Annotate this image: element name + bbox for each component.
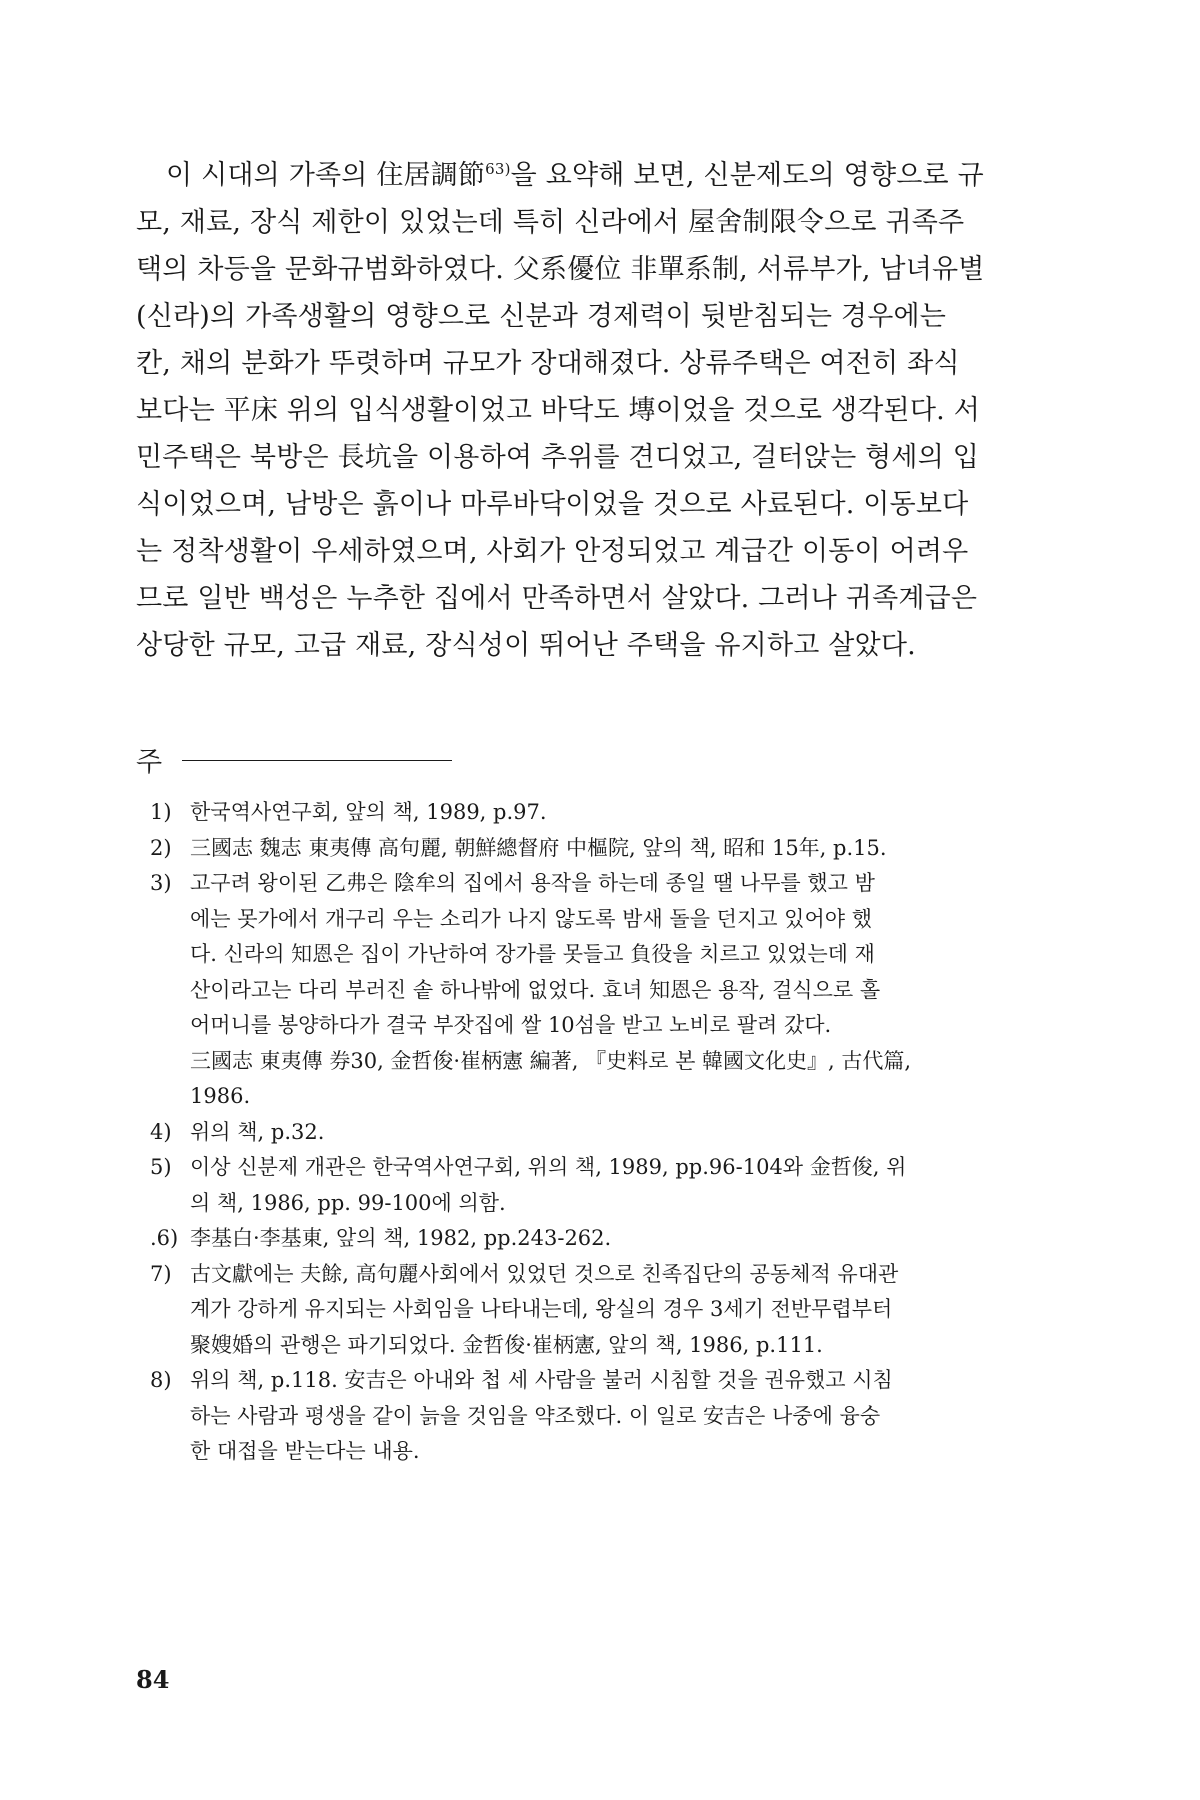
footnote-line: 의 책, 1986, pp. 99-100에 의함. <box>190 1190 506 1215</box>
footnote-line: 산이라고는 다리 부러진 솥 하나밖에 없었다. 효녀 知恩은 용작, 걸식으로 홀 <box>190 977 881 1002</box>
footnote-number: .6) <box>150 1226 179 1250</box>
footnote-number: 3) <box>150 871 172 895</box>
footnote-line: 한 대접을 받는다는 내용. <box>190 1439 420 1463</box>
body-paragraph <box>136 152 1042 669</box>
body-line: 보다는 平床 위의 입식생활이었고 바닥도 塼이었을 것으로 생각된다. 서 <box>136 395 980 426</box>
body-line: 칸, 채의 분화가 뚜렷하며 규모가 장대해졌다. 상류주택은 여전히 좌식 <box>136 348 960 379</box>
footnote-line: 계가 강하게 유지되는 사회임을 나타내는데, 왕실의 경우 3세기 전반무렵부터 <box>190 1297 893 1321</box>
body-line: 민주택은 북방은 長坑을 이용하여 추위를 견디었고, 걸터앉는 형세의 입 <box>136 442 980 473</box>
footnote-line: 三國志 東夷傳 券30, 金哲俊·崔柄憲 編著, 『史料로 본 韓國文化史』, 古代篇, <box>190 1048 912 1073</box>
footnote-line: 하는 사람과 평생을 같이 늙을 것임을 약조했다. 이 일로 安吉은 나중에 융숭 <box>190 1403 881 1428</box>
footnote-item <box>150 831 1042 867</box>
body-line: 는 정착생활이 우세하였으며, 사회가 안정되었고 계급간 이동이 어려우 <box>136 536 969 567</box>
body-line: 모, 재료, 장식 제한이 있었는데 특히 신라에서 屋舍制限令으로 귀족주 <box>136 207 965 238</box>
footnote-item <box>150 795 1042 831</box>
footnote-item <box>150 1257 1042 1364</box>
footnote-line: 李基白·李基東, 앞의 책, 1982, pp.243-262. <box>190 1226 612 1250</box>
body-line: 식이었으며, 남방은 흙이나 마루바닥이었을 것으로 사료된다. 이동보다 <box>136 489 969 520</box>
footnote-item <box>150 866 1042 1115</box>
footnote-line: 이상 신분제 개관은 한국역사연구회, 위의 책, 1989, pp.96-104와 金哲俊, 위 <box>190 1155 907 1179</box>
footnote-line: 古文獻에는 夫餘, 高句麗사회에서 있었던 것으로 친족집단의 공동체적 유대관 <box>190 1261 899 1286</box>
body-line: 택의 차등을 문화규범화하였다. 父系優位 非單系制, 서류부가, 남녀유별 <box>136 254 985 285</box>
footnote-item <box>150 1150 1042 1221</box>
footnote-line: 에는 못가에서 개구리 우는 소리가 나지 않도록 밤새 돌을 던지고 있어야 했 <box>190 906 873 931</box>
footnotes-list <box>150 795 1042 1470</box>
body-line: 이 시대의 가족의 住居調節$^{63)}$을 요약해 보면, 신분제도의 영향으로 규 <box>166 160 984 191</box>
footnote-item <box>150 1221 1042 1257</box>
notes-heading: 주 <box>136 740 452 779</box>
footnote-number: 2) <box>150 835 172 860</box>
footnote-line: 위의 책, p.32. <box>190 1119 325 1144</box>
footnote-line: 다. 신라의 知恩은 집이 가난하여 장가를 못들고 負役을 치르고 있었는데 재 <box>190 942 875 966</box>
footnote-ref: 63) <box>485 160 511 178</box>
footnote-number: 4) <box>150 1119 172 1144</box>
footnote-number: 8) <box>150 1368 172 1392</box>
footnote-line: 어머니를 봉양하다가 결국 부잣집에 쌀 10섬을 받고 노비로 팔려 갔다. <box>190 1013 832 1037</box>
footnote-line: 三國志 魏志 東夷傳 高句麗, 朝鮮總督府 中樞院, 앞의 책, 昭和 15年, p.15. <box>190 835 887 860</box>
footnote-line: 위의 책, p.118. 安吉은 아내와 첩 세 사람을 불러 시침할 것을 권유했고 시침 <box>190 1368 893 1392</box>
footnote-number: 7) <box>150 1261 172 1286</box>
body-line: (신라)의 가족생활의 영향으로 신분과 경제력이 뒷받침되는 경우에는 <box>136 301 947 332</box>
footnote-line: 한국역사연구회, 앞의 책, 1989, p.97. <box>190 800 547 824</box>
footnote-line: 고구려 왕이된 乙弗은 陰牟의 집에서 용작을 하는데 종일 땔 나무를 했고 밤 <box>190 871 875 895</box>
footnote-number: 5) <box>150 1155 172 1179</box>
notes-divider <box>182 760 452 761</box>
footnote-item <box>150 1363 1042 1470</box>
footnote-line: 1986. <box>190 1084 251 1108</box>
footnote-item <box>150 1115 1042 1151</box>
body-line: 상당한 규모, 고급 재료, 장식성이 뛰어난 주택을 유지하고 살았다. <box>136 630 916 661</box>
footnote-line: 聚嫂婚의 관행은 파기되었다. 金哲俊·崔柄憲, 앞의 책, 1986, p.111. <box>190 1332 823 1357</box>
body-line: 므로 일반 백성은 누추한 집에서 만족하면서 살았다. 그러나 귀족계급은 <box>136 583 978 614</box>
page-number: 84 <box>136 1665 170 1694</box>
footnote-number: 1) <box>150 800 172 824</box>
